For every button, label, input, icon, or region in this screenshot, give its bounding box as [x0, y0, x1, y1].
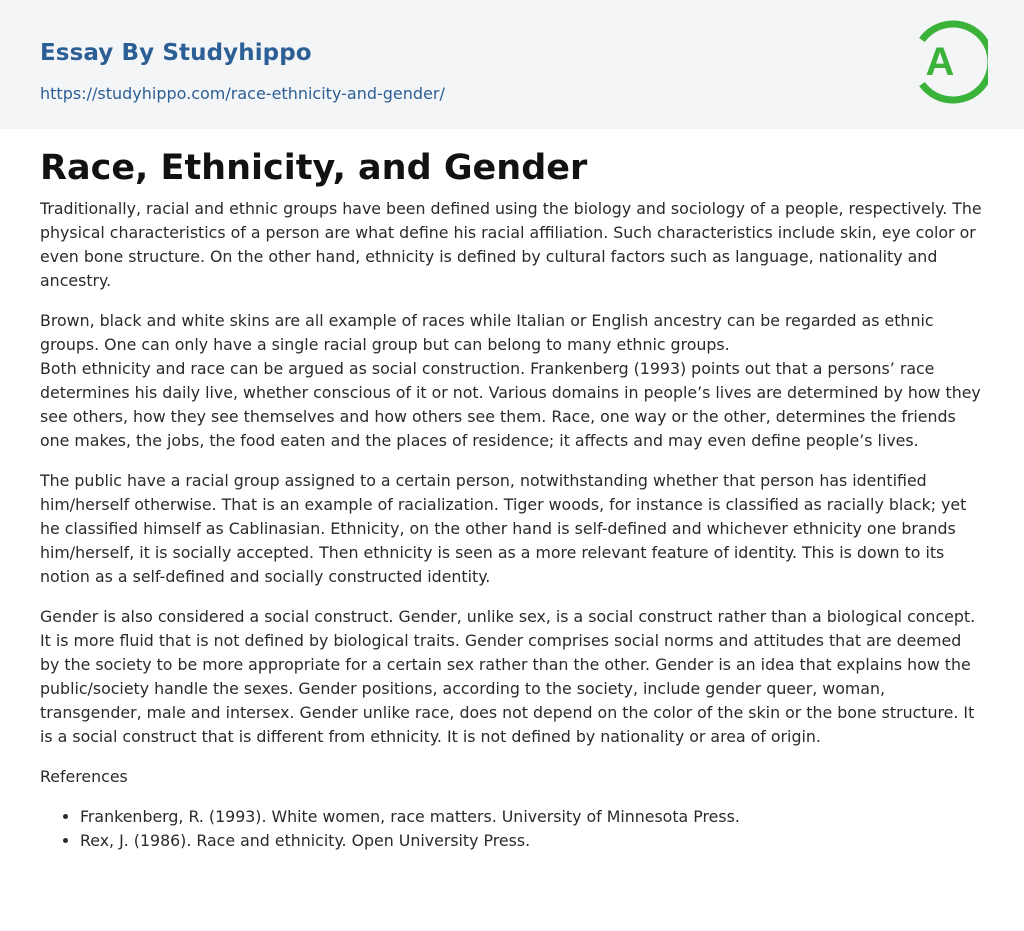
essay-content [40, 145, 984, 853]
paragraph-3: Both ethnicity and race can be argued as social construction. Frankenberg (1993) points out that a persons’ race determines his daily live, whether conscious of it or not. Various domains in people’s lives are determined by how they see others, how they see themselves and how others see them. Race, one way or the other, determines the friends one makes, the jobs, the food eaten and the places of residence; it affects and may even define people’s lives. [40, 359, 981, 450]
paragraph-5: Gender is also considered a social construct. Gender, unlike sex, is a social construct rather than a biological concept. It is more fluid that is not defined by biological traits. Gender comprises social norms and attitudes that are deemed by the society to be more appropriate for a certain sex rather than the other. Gender is an idea that explains how the public/society handle the sexes. Gender positions, according to the society, include gender queer, woman, transgender, male and intersex. Gender unlike race, does not depend on the color of the skin or the bone structure. It is a social construct that is different from ethnicity. It is not defined by nationality or area of origin. [40, 607, 976, 746]
brand-title: Essay By Studyhippo [40, 40, 312, 66]
references-list [40, 805, 984, 853]
source-url-link[interactable]: https://studyhippo.com/race-ethnicity-and-gender/ [40, 84, 445, 103]
references-heading: References [40, 767, 128, 786]
reference-item: • Frankenberg, R. (1993). White women, race matters. University of Minnesota Press. [80, 805, 984, 829]
paragraph-1: Traditionally, racial and ethnic groups have been defined using the biology and sociology of a people, respectively. The physical characteristics of a person are what define his racial affiliation. Such characteristics include skin, eye color or even bone structure. On the other hand, ethnicity is defined by cultural factors such as language, nationality and ancestry. [40, 199, 982, 290]
paragraph-4: The public have a racial group assigned to a certain person, notwithstanding whether that person has identified him/herself otherwise. That is an example of racialization. Tiger woods, for instance is classified as racially black; yet he classified himself as Cablinasian. Ethnicity, on the other hand is self-defined and whichever ethnicity one brands him/herself, it is socially accepted. Then ethnicity is seen as a more relevant feature of identity. This is down to its notion as a self-defined and socially constructed identity. [40, 471, 967, 586]
essay-title: Race, Ethnicity, and Gender [40, 148, 588, 188]
paragraph-2: Brown, black and white skins are all example of races while Italian or English ancestry can be regarded as ethnic groups. One can only have a single racial group but can belong to many ethnic groups. [40, 311, 934, 354]
logo-letter: A [925, 40, 955, 84]
studyhippo-logo-icon[interactable] [908, 18, 988, 106]
page-header [0, 0, 1024, 129]
reference-item: • Rex, J. (1986). Race and ethnicity. Open University Press. [80, 829, 984, 853]
